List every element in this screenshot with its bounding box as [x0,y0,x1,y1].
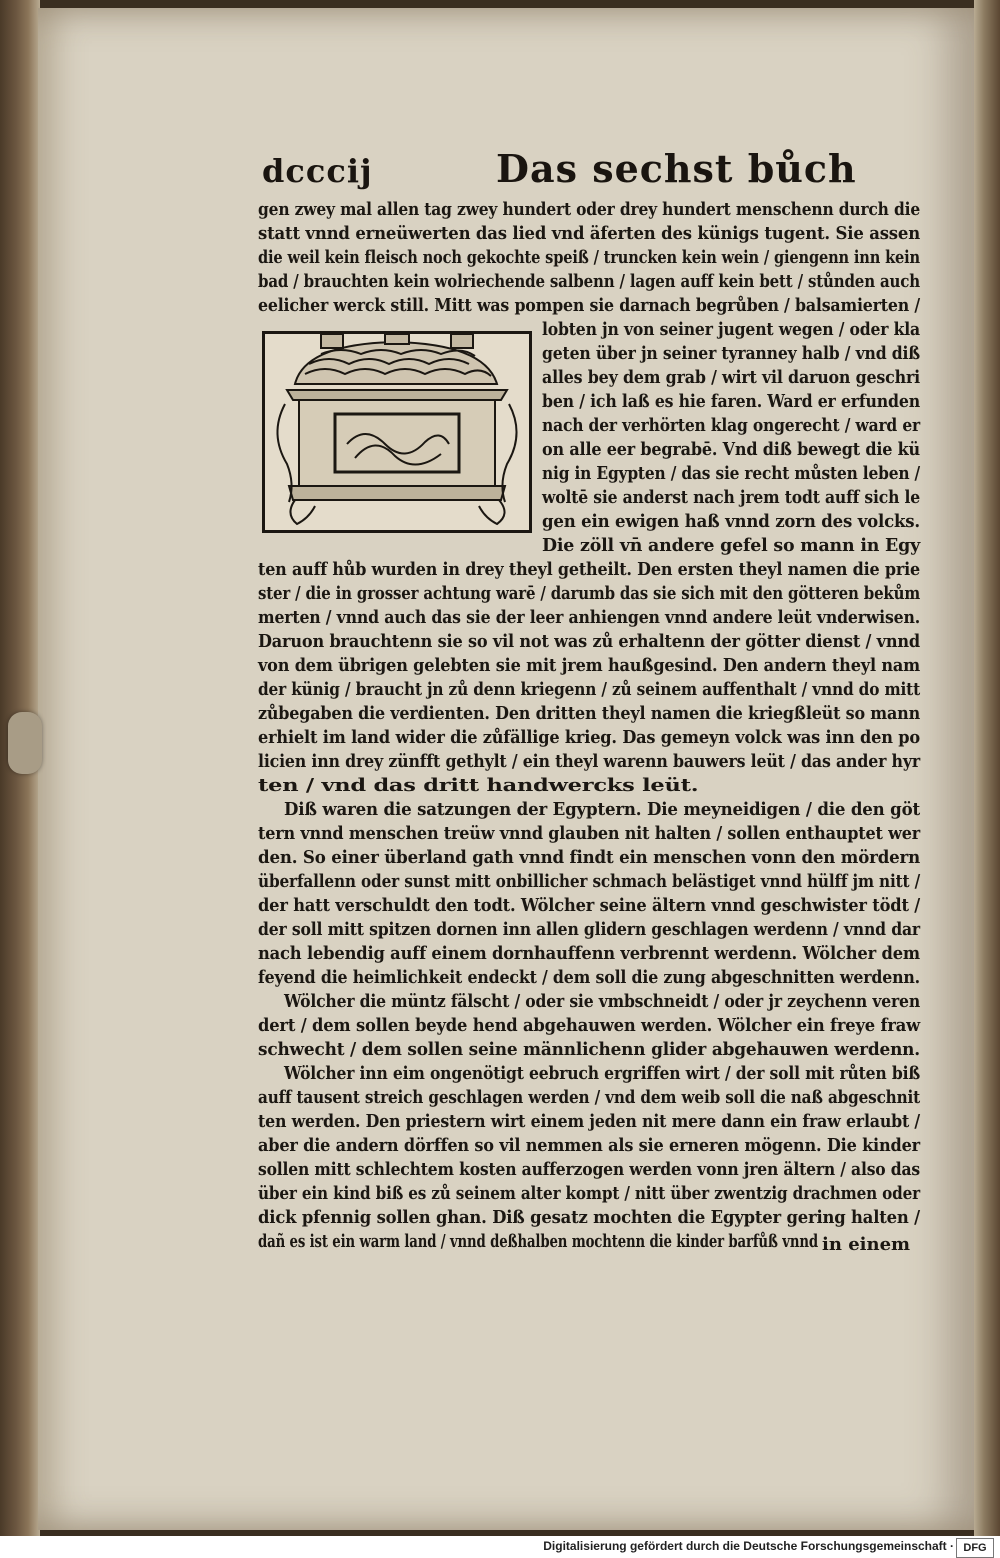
text-line: gen ein ewigen haß vnnd zorn des volcks. [542,511,920,532]
text-line: Diß waren die satzungen der Egyptern. Die meyneidigen / die den göt [284,799,920,820]
text-line: lobten jn von seiner jugent wegen / oder kla [542,319,920,340]
text-line: ben / ich laß es hie faren. Ward er erfunden [542,391,920,412]
text-line: ten auff hůb wurden in drey theyl getheilt. Den ersten theyl namen die prie [258,559,920,580]
text-line: überfallenn oder sunst mitt onbillicher schmach belästiget vnnd hülff jm nitt / [258,871,920,892]
text-line: nach der verhörten klag ongerecht / ward er [542,415,920,436]
text-line: auff tausent streich geschlagen werden / vnd dem weib soll die naß abgeschnit [258,1087,920,1108]
text-line: aber die andern dörffen so vil nemmen als sie erneren mögenn. Die kinder [258,1135,920,1156]
text-line: schwecht / dem sollen seine männlichenn glider abgehauwen werdenn. [258,1039,920,1060]
text-line: eelicher werck still. Mitt was pompen sie darnach begrůben / balsamierten / [258,295,920,316]
sarcophagus-woodcut [265,334,529,530]
text-line: ten werden. Den priestern wirt einem jeden nit mere dann ein fraw erlaubt / [258,1111,920,1132]
text-line: erhielt im land wider die zůfällige krieg. Das gemeyn volck was inn den po [258,727,920,748]
text-line: statt vnnd erneüwerten das lied vnd äferten des künigs tugent. Sie assen [258,223,920,244]
footer-bar [0,1536,1000,1558]
text-line: alles bey dem grab / wirt vil daruon geschri [542,367,920,388]
text-line: bad / brauchten kein wolriechende salbenn / lagen auff kein bett / stůnden auch [258,271,920,292]
text-line: Die zöll vn̄ andere gefel so mann in Egy [542,535,920,556]
text-line: nach lebendig auff einem dornhauffenn verbrennt werdenn. Wölcher dem [258,943,920,964]
page-header [262,146,922,196]
woodcut-illustration [262,331,532,533]
text-line: dert / dem sollen beyde hend abgehauwen werden. Wölcher ein freye fraw [258,1015,920,1036]
catchword: in einem [822,1234,911,1255]
text-line: dick pfennig sollen ghan. Diß gesatz mochten die Egypter gering halten / [258,1207,920,1228]
text-line: Wölcher die müntz fälscht / oder sie vmbschneidt / oder jr zeychenn veren [284,991,920,1012]
text-line: on alle eer begrabē. Vnd diß bewegt die kü [542,439,920,460]
text-line: zůbegaben die verdienten. Den dritten theyl namen die kriegßleüt so mann [258,703,920,724]
dfg-logo: DFG [956,1538,994,1558]
text-line: ster / die in grosser achtung warē / darumb das sie sich mit den götteren bekům [258,583,920,604]
text-line: merten / vnnd auch das sie der leer anhiengen vnnd andere leüt vnderwisen. [258,607,920,628]
text-line: licien inn drey zünfft gethylt / ein theyl warenn bauwers leüt / das ander hyr [258,751,920,772]
folio-number: dcccij [262,152,373,190]
text-line: der hatt verschuldt den todt. Wölcher seine ältern vnnd geschwister tödt / [258,895,920,916]
text-line: der soll mitt spitzen dornen inn allen glidern geschlagen werdenn / vnnd dar [258,919,920,940]
text-line: tern vnnd menschen treüw vnnd glauben nit halten / sollen enthauptet wer [258,823,920,844]
text-line: Daruon brauchtenn sie so vil not was zů erhaltenn der götter dienst / vnnd [258,631,920,652]
book-binding-left [0,0,40,1558]
text-line: den. So einer überland gath vnnd findt ein menschen vonn den mördern [258,847,920,868]
text-line: gen zwey mal allen tag zwey hundert oder drey hundert menschenn durch die [258,199,920,220]
show-through-text [176,566,236,610]
text-line: über ein kind biß es zů seinem alter kompt / nitt über zwentzig drachmen oder [258,1183,920,1204]
page-tab-mark [8,712,42,774]
text-line: geten über jn seiner tyranney halb / vnd diß [542,343,920,364]
text-line: der künig / braucht jn zů denn kriegenn / zů seinem auffenthalt / vnnd do mitt [258,679,920,700]
text-line: die weil kein fleisch noch gekochte speiß / truncken kein wein / giengenn inn kein [258,247,920,268]
text-line: von dem übrigen gelebten sie mit jrem haußgesind. Den andern theyl nam [258,655,920,676]
running-title: Das sechst bůch [496,146,857,191]
text-line: Wölcher inn eim ongenötigt eebruch ergriffen wirt / der soll mit růten biß [284,1063,920,1084]
text-line: nig in Egypten / das sie recht můsten leben / [542,463,920,484]
text-line: sollen mitt schlechtem kosten aufferzogen werden vonn jren ältern / also das [258,1159,920,1180]
text-line: feyend die heimlichkeit endeckt / dem soll die zung abgeschnitten werdenn. [258,967,920,988]
text-line: dañ es ist ein warm land / vnnd deßhalben mochtenn die kinder barfůß vnnd [258,1231,818,1252]
text-line: woltē sie anderst nach jrem todt auff sich le [542,487,920,508]
book-binding-right [974,0,1000,1558]
text-line: ten / vnd das dritt handwercks leüt. [258,775,699,796]
funding-credit: Digitalisierung gefördert durch die Deutsche Forschungsgemeinschaft · [543,1539,954,1553]
